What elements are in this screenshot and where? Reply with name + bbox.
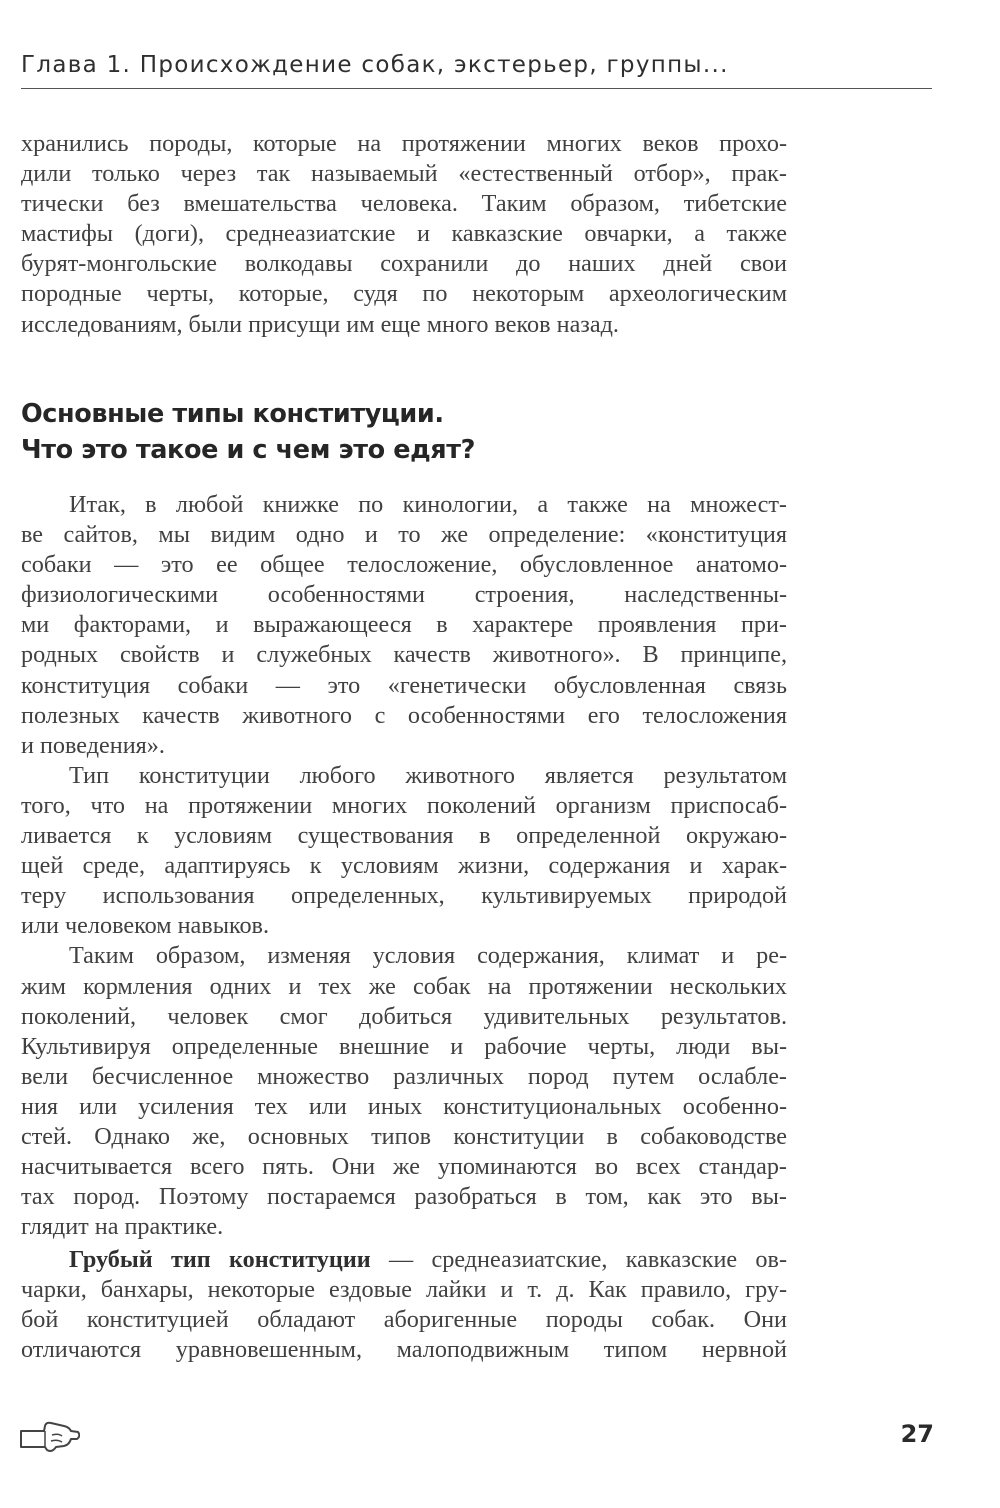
header-rule [21,88,932,89]
text-line: полезных качеств животного с особенностями его телосложения [21,701,787,729]
text-line: родных свойств и служебных качеств животного». В принципе, [21,641,787,669]
text-line: теру использования определенных, культивируемых природой [21,882,787,910]
text-line: стей. Однако же, основных типов конституции в собаководстве [21,1122,787,1150]
text-line: жим кормления одних и тех же собак на протяжении нескольких [21,972,787,1000]
body-text [21,490,787,1242]
text-line: насчитывается всего пять. Они же упоминаются во всех стандар- [21,1153,787,1181]
text-line: мастифы (доги), среднеазиатские и кавказские овчарки, а также [21,220,787,248]
text-line: щей среде, адаптируясь к условиям жизни, содержания и харак- [21,852,787,880]
text-line: или человеком навыков. [21,912,270,940]
text-line: вели бесчисленное множество различных пород путем ослабле- [21,1062,787,1090]
text-line: хранились породы, которые на протяжении многих веков прохо- [21,130,787,157]
rough-type-first-line: — среднеазиатские, кавказские ов- [370,1246,788,1273]
text-line: ми факторами, и выражающееся в характере проявления при- [21,611,787,639]
running-header: Глава 1. Происхождение собак, экстерьер, группы... [21,52,729,78]
text-line: тически без вмешательства человека. Таким образом, тибетские [21,190,787,218]
section-heading-line: Что это такое и с чем это едят? [21,435,476,465]
text-line: породные черты, которые, судя по некоторым археологическим [21,280,787,308]
text-line: Таким образом, изменяя условия содержания, климат и ре- [69,942,787,970]
page-number: 27 [900,1420,934,1448]
text-line: того, что на протяжении многих поколений организм приспосаб- [21,791,787,819]
rough-type-term: Грубый тип конституции [69,1246,371,1273]
text-line [21,1245,787,1275]
text-line: собаки — это ее общее телосложение, обусловленное анатомо- [21,551,787,579]
text-line: бой конституцией обладают аборигенные породы собак. Они [21,1306,787,1334]
text-line: бурят-монгольские волкодавы сохранили до наших дней свои [21,250,787,278]
rough-type-paragraph [21,1245,787,1365]
text-line: дили только через так называемый «естественный отбор», прак- [21,160,787,188]
text-line: чарки, банхары, некоторые ездовые лайки и т. д. Как правило, гру- [21,1276,787,1304]
text-line: Тип конституции любого животного является результатом [69,761,787,789]
pointing-hand-icon [18,1420,80,1456]
text-line: ния или усиления тех или иных конституциональных особенно- [21,1092,787,1120]
text-line: Итак, в любой книжке по кинологии, а также на множест- [69,491,787,518]
text-line: поколений, человек смог добиться удивительных результатов. [21,1002,787,1030]
text-line: исследованиям, были присущи им еще много веков назад. [21,310,619,338]
text-line: ве сайтов, мы видим одно и то же определение: «конституция [21,521,787,549]
text-line: отличаются уравновешенным, малоподвижным типом нервной [21,1336,787,1364]
text-line: физиологическими особенностями строения, наследственны- [21,581,787,609]
text-line: глядит на практике. [21,1213,224,1241]
text-line: Культивируя определенные внешние и рабочие черты, люди вы- [21,1032,787,1060]
text-line: тах пород. Поэтому постараемся разобраться в том, как это вы- [21,1183,787,1211]
section-heading [21,396,475,468]
text-line: конституция собаки — это «генетически обусловленная связь [21,671,787,699]
section-heading-line: Основные типы конституции. [21,399,444,429]
text-line: ливается к условиям существования в определенной окружаю- [21,822,787,850]
text-line: и поведения». [21,731,165,759]
intro-paragraph [21,129,787,340]
